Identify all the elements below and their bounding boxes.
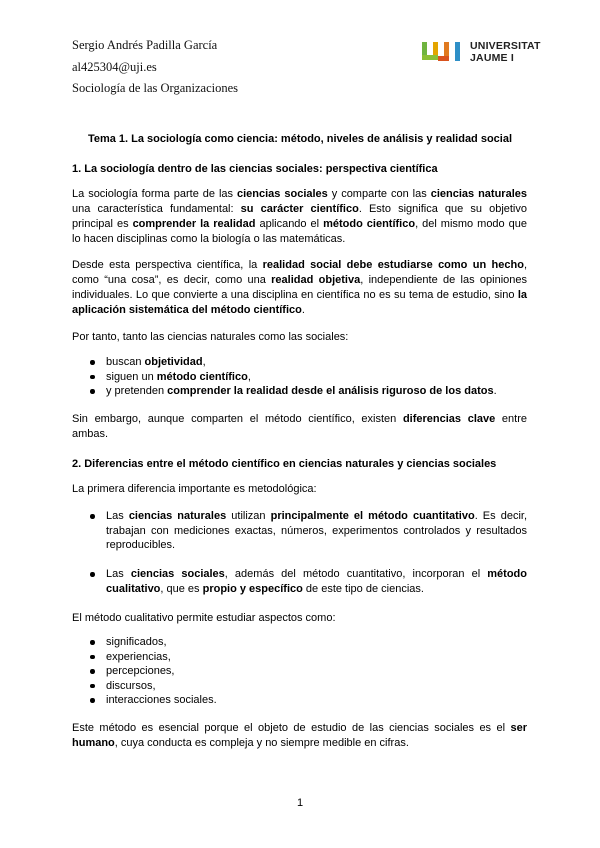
bold-text: ser humano — [72, 722, 527, 749]
section1-paragraph4 — [72, 412, 527, 442]
author-name: Sergio Andrés Padilla García — [72, 38, 218, 52]
text-run: . Es decir, trabajan con mediciones exactas, números, experimentos controlados y resultados reproducibles. — [106, 510, 528, 551]
text-run: y pretenden — [106, 385, 168, 397]
list-item — [72, 370, 527, 385]
page-number: 1 — [296, 797, 304, 809]
text-run: de este tipo de ciencias. — [302, 582, 424, 595]
bold-text: su carácter científico — [240, 203, 359, 215]
bold-text: principalmente el método cuantitativo — [270, 510, 475, 522]
section1-paragraph1 — [72, 187, 527, 247]
text-run: Las — [106, 568, 131, 580]
list-item — [72, 650, 527, 665]
bold-text: ciencias naturales — [128, 510, 227, 522]
bold-text: ciencias naturales — [430, 188, 527, 200]
list-item-text: interacciones sociales. — [106, 694, 217, 706]
bullet-icon — [90, 669, 95, 674]
bold-text: comprender la realidad desde el análisis riguroso de los datos — [167, 385, 494, 397]
list-item-text: percepciones, — [106, 665, 175, 677]
bold-text: realidad objetiva — [271, 274, 361, 286]
text-run: Las — [106, 510, 129, 522]
author-email: al425304@uji.es — [72, 60, 157, 74]
objectives-list — [72, 355, 527, 399]
qualitative-aspects-list — [72, 635, 527, 708]
list-item-text: experiencias, — [106, 650, 171, 663]
bold-text: ciencias sociales — [236, 188, 328, 200]
bold-text: diferencias clave — [402, 413, 496, 425]
list-item — [72, 635, 527, 650]
text-run: . Esto significa que su objetivo principal es — [72, 203, 527, 230]
document-title: Tema 1. La sociología como ciencia: método, niveles de análisis y realidad social — [87, 133, 513, 145]
bullet-icon — [90, 360, 95, 365]
section2-heading: 2. Diferencias entre el método científico en ciencias naturales y ciencias sociales — [72, 458, 497, 470]
bullet-icon — [90, 698, 95, 703]
text-run: entre ambas. — [72, 413, 527, 440]
bold-text: la aplicación sistemática del método científico — [72, 289, 527, 316]
section1-paragraph2 — [72, 258, 527, 318]
text-run: . — [301, 304, 305, 316]
bullet-icon — [90, 514, 95, 519]
list-item — [72, 679, 527, 694]
logo-line2: JAUME I — [470, 52, 514, 64]
bold-text: objetividad — [144, 356, 203, 368]
list-item — [72, 693, 527, 708]
list-item — [72, 509, 527, 553]
text-run: , del mismo modo que lo hacen disciplinas como la biología o las matemáticas. — [72, 218, 528, 245]
bold-text: propio y específico — [202, 582, 303, 595]
text-run: Sin embargo, aunque comparten el método científico, existen — [72, 413, 403, 425]
text-run: y comparte con las — [327, 188, 431, 200]
text-run: , independiente de las opiniones individuales. Lo que convierte a una disciplina en científica no es su tema de estudio, sino — [72, 274, 527, 301]
uji-logo-icon — [422, 38, 468, 66]
list-item — [72, 664, 527, 679]
bold-text: ciencias sociales — [130, 568, 225, 580]
bullet-icon — [90, 655, 95, 660]
bullet-icon — [90, 684, 95, 689]
text-run: buscan — [106, 356, 145, 368]
bold-text: comprender la realidad — [132, 218, 256, 230]
bullet-icon — [90, 572, 95, 577]
text-run: utilizan — [226, 510, 271, 522]
bold-text: método cualitativo — [106, 568, 527, 595]
bold-text: realidad social debe estudiarse como un hecho — [262, 259, 524, 271]
text-run: , además del método cuantitativo, incorporan el — [224, 568, 488, 580]
bold-text: método científico — [323, 218, 416, 230]
natural-sciences-list — [72, 509, 527, 553]
text-run: una característica fundamental: — [72, 203, 241, 215]
section2-paragraph1: La primera diferencia importante es metodológica: — [72, 483, 317, 495]
bullet-icon — [90, 640, 95, 645]
text-run: , — [202, 356, 206, 368]
bullet-icon — [90, 389, 95, 394]
text-run: aplicando el — [255, 218, 324, 230]
section1-heading: 1. La sociología dentro de las ciencias sociales: perspectiva científica — [72, 163, 438, 175]
list-item-text: discursos, — [106, 679, 156, 692]
section2-paragraph3 — [72, 721, 527, 751]
course-name: Sociología de las Organizaciones — [72, 81, 239, 95]
list-item — [72, 355, 527, 370]
logo-line1: UNIVERSITAT — [470, 40, 541, 52]
list-item — [72, 384, 527, 399]
section2-paragraph2: El método cualitativo permite estudiar aspectos como: — [72, 612, 336, 624]
text-run: , como “una cosa”, es decir, como una — [72, 259, 527, 286]
bold-text: método científico — [156, 370, 248, 383]
text-run: , — [247, 370, 251, 383]
section1-paragraph3: Por tanto, tanto las ciencias naturales como las sociales: — [72, 331, 349, 343]
text-run: La sociología forma parte de las — [72, 188, 237, 200]
list-item-text: significados, — [106, 636, 167, 648]
text-run: , cuya conducta es compleja y no siempre medible en cifras. — [114, 737, 409, 749]
university-logo — [422, 38, 572, 66]
text-run: . — [493, 385, 497, 397]
list-item — [72, 567, 527, 596]
text-run: Desde esta perspectiva científica, la — [72, 259, 263, 271]
social-sciences-list — [72, 567, 527, 596]
text-run: Este método es esencial porque el objeto de estudio de las ciencias sociales es el — [72, 722, 511, 734]
text-run: siguen un — [106, 370, 157, 383]
bullet-icon — [90, 375, 95, 380]
text-run: , que es — [160, 582, 203, 595]
